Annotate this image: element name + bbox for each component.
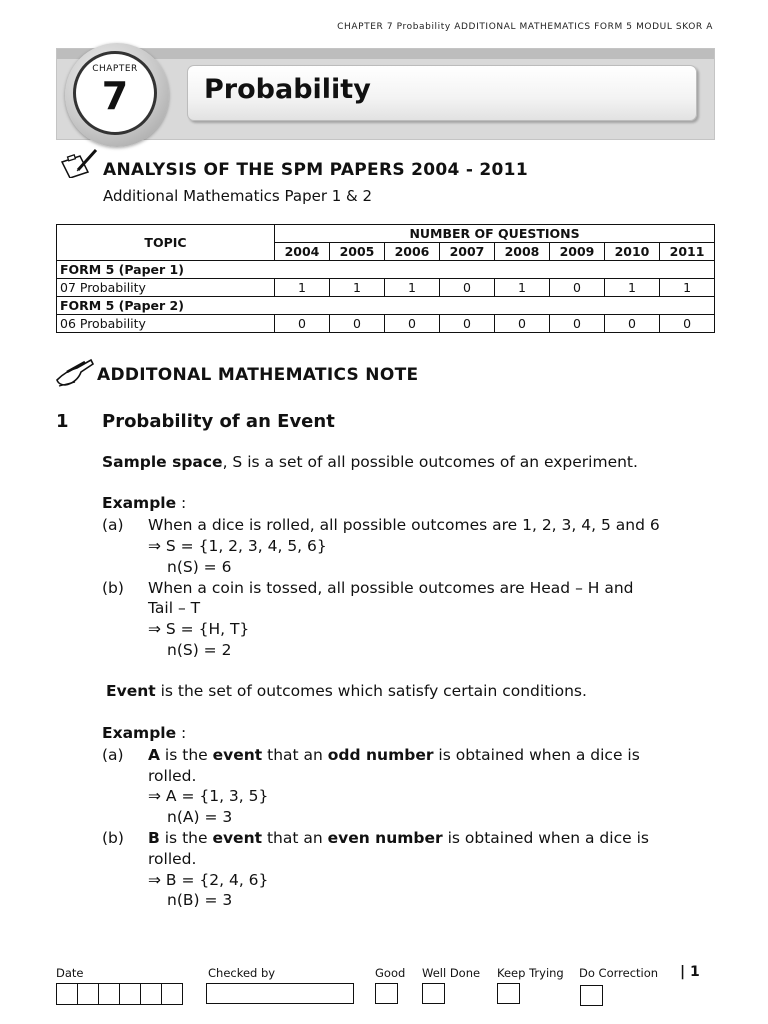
count-cell: 1 xyxy=(660,279,715,297)
example-b-text-cont: Tail – T xyxy=(148,599,201,617)
count-cell: 0 xyxy=(550,279,605,297)
event-term: Event xyxy=(106,682,156,700)
example-a-set: ⇒ S = {1, 2, 3, 4, 5, 6} xyxy=(148,537,327,555)
event-example-b-set: ⇒ B = {2, 4, 6} xyxy=(148,871,269,889)
odd-number-term: odd number xyxy=(327,746,434,764)
chapter-title-box xyxy=(187,65,697,121)
count-cell: 0 xyxy=(495,315,550,333)
year-header: 2008 xyxy=(495,243,550,261)
count-cell: 1 xyxy=(495,279,550,297)
questions-header: NUMBER OF QUESTIONS xyxy=(275,225,715,243)
topic-header: TOPIC xyxy=(57,225,275,261)
note-heading: ADDITONAL MATHEMATICS NOTE xyxy=(97,365,419,385)
set-a-name: A xyxy=(148,746,160,764)
table-group-row xyxy=(57,297,715,315)
event-example-a-set: ⇒ A = {1, 3, 5} xyxy=(148,787,269,805)
example-colon: : xyxy=(176,494,187,512)
good-label: Good xyxy=(375,966,406,980)
good-checkbox[interactable] xyxy=(375,983,398,1004)
count-cell: 0 xyxy=(440,279,495,297)
example-b-count: n(S) = 2 xyxy=(167,641,232,659)
even-number-term: even number xyxy=(327,829,443,847)
analysis-subheading: Additional Mathematics Paper 1 & 2 xyxy=(103,187,373,205)
example-b-set: ⇒ S = {H, T} xyxy=(148,620,250,638)
text-fragment: is the xyxy=(159,829,213,847)
event-example-b-label: (b) xyxy=(102,829,124,847)
date-box[interactable] xyxy=(98,983,120,1005)
example-colon: : xyxy=(176,724,187,742)
example-word: Example xyxy=(102,494,177,512)
example-a-label: (a) xyxy=(102,516,124,534)
chapter-number: 7 xyxy=(101,74,129,118)
year-header: 2005 xyxy=(330,243,385,261)
count-cell: 0 xyxy=(275,315,330,333)
date-label: Date xyxy=(56,966,84,980)
group-label: FORM 5 (Paper 1) xyxy=(57,261,715,279)
text-fragment: is obtained when a dice is xyxy=(442,829,649,847)
checked-by-label: Checked by xyxy=(208,966,276,980)
topic-cell: 06 Probability xyxy=(57,315,275,333)
table-group-row xyxy=(57,261,715,279)
chapter-title: Probability xyxy=(204,74,371,105)
example-b-text: When a coin is tossed, all possible outcomes are Head – H and xyxy=(148,579,634,597)
example-b-label: (b) xyxy=(102,579,124,597)
example-a-count: n(S) = 6 xyxy=(167,558,232,576)
chapter-banner xyxy=(56,48,715,140)
event-word: event xyxy=(212,829,263,847)
group-label: FORM 5 (Paper 2) xyxy=(57,297,715,315)
text-fragment: that an xyxy=(262,829,328,847)
page-number: | 1 xyxy=(680,964,700,980)
event-example-a-rolled: rolled. xyxy=(148,767,197,785)
count-cell: 1 xyxy=(275,279,330,297)
writing-hand-icon xyxy=(55,358,95,388)
sample-space-text: , S is a set of all possible outcomes of an experiment. xyxy=(222,453,638,471)
count-cell: 1 xyxy=(330,279,385,297)
date-boxes xyxy=(56,983,182,1005)
well-done-checkbox[interactable] xyxy=(422,983,445,1004)
count-cell: 0 xyxy=(660,315,715,333)
count-cell: 1 xyxy=(385,279,440,297)
event-word: event xyxy=(212,746,263,764)
date-box[interactable] xyxy=(56,983,78,1005)
well-done-label: Well Done xyxy=(422,966,481,980)
example-a-text: When a dice is rolled, all possible outcomes are 1, 2, 3, 4, 5 and 6 xyxy=(148,516,660,534)
table-row xyxy=(57,279,715,297)
example-label xyxy=(102,494,186,512)
keep-trying-checkbox[interactable] xyxy=(497,983,520,1004)
do-correction-label: Do Correction xyxy=(579,966,659,980)
count-cell: 0 xyxy=(605,315,660,333)
sample-space-term: Sample space xyxy=(102,453,223,471)
count-cell: 0 xyxy=(330,315,385,333)
event-example-a-text xyxy=(148,746,640,764)
event-definition xyxy=(106,682,587,700)
event-example-b-rolled: rolled. xyxy=(148,850,197,868)
example-label-2 xyxy=(102,724,186,742)
count-cell: 0 xyxy=(440,315,495,333)
year-header: 2011 xyxy=(660,243,715,261)
text-fragment: that an xyxy=(262,746,328,764)
event-example-a-count: n(A) = 3 xyxy=(167,808,233,826)
section-title: Probability of an Event xyxy=(102,411,335,432)
count-cell: 1 xyxy=(605,279,660,297)
date-box[interactable] xyxy=(119,983,141,1005)
year-header: 2006 xyxy=(385,243,440,261)
example-word: Example xyxy=(102,724,177,742)
text-fragment: is the xyxy=(160,746,213,764)
chapter-badge-inner xyxy=(73,51,157,135)
event-example-b-count: n(B) = 3 xyxy=(167,891,233,909)
analysis-heading: ANALYSIS OF THE SPM PAPERS 2004 - 2011 xyxy=(103,160,528,180)
checked-by-box[interactable] xyxy=(206,983,354,1004)
running-head: CHAPTER 7 Probability ADDITIONAL MATHEMATICS FORM 5 MODUL SKOR A xyxy=(337,22,713,32)
text-fragment: is obtained when a dice is xyxy=(433,746,640,764)
topic-cell: 07 Probability xyxy=(57,279,275,297)
banner-strip xyxy=(57,49,714,59)
event-text: is the set of outcomes which satisfy certain conditions. xyxy=(155,682,587,700)
year-header: 2004 xyxy=(275,243,330,261)
year-header: 2010 xyxy=(605,243,660,261)
chapter-label: CHAPTER xyxy=(92,64,138,74)
do-correction-checkbox[interactable] xyxy=(580,985,603,1006)
count-cell: 0 xyxy=(550,315,605,333)
section-number: 1 xyxy=(56,411,69,432)
year-header: 2007 xyxy=(440,243,495,261)
date-box[interactable] xyxy=(77,983,99,1005)
date-box[interactable] xyxy=(140,983,162,1005)
spm-analysis-table xyxy=(56,224,715,333)
chapter-badge xyxy=(65,43,169,147)
year-header: 2009 xyxy=(550,243,605,261)
keep-trying-label: Keep Trying xyxy=(497,966,564,980)
event-example-b-text xyxy=(148,829,649,847)
count-cell: 0 xyxy=(385,315,440,333)
event-example-a-label: (a) xyxy=(102,746,124,764)
sample-space-definition xyxy=(102,453,638,471)
table-row xyxy=(57,315,715,333)
set-b-name: B xyxy=(148,829,160,847)
clipboard-pencil-icon xyxy=(58,148,98,178)
date-box[interactable] xyxy=(161,983,183,1005)
